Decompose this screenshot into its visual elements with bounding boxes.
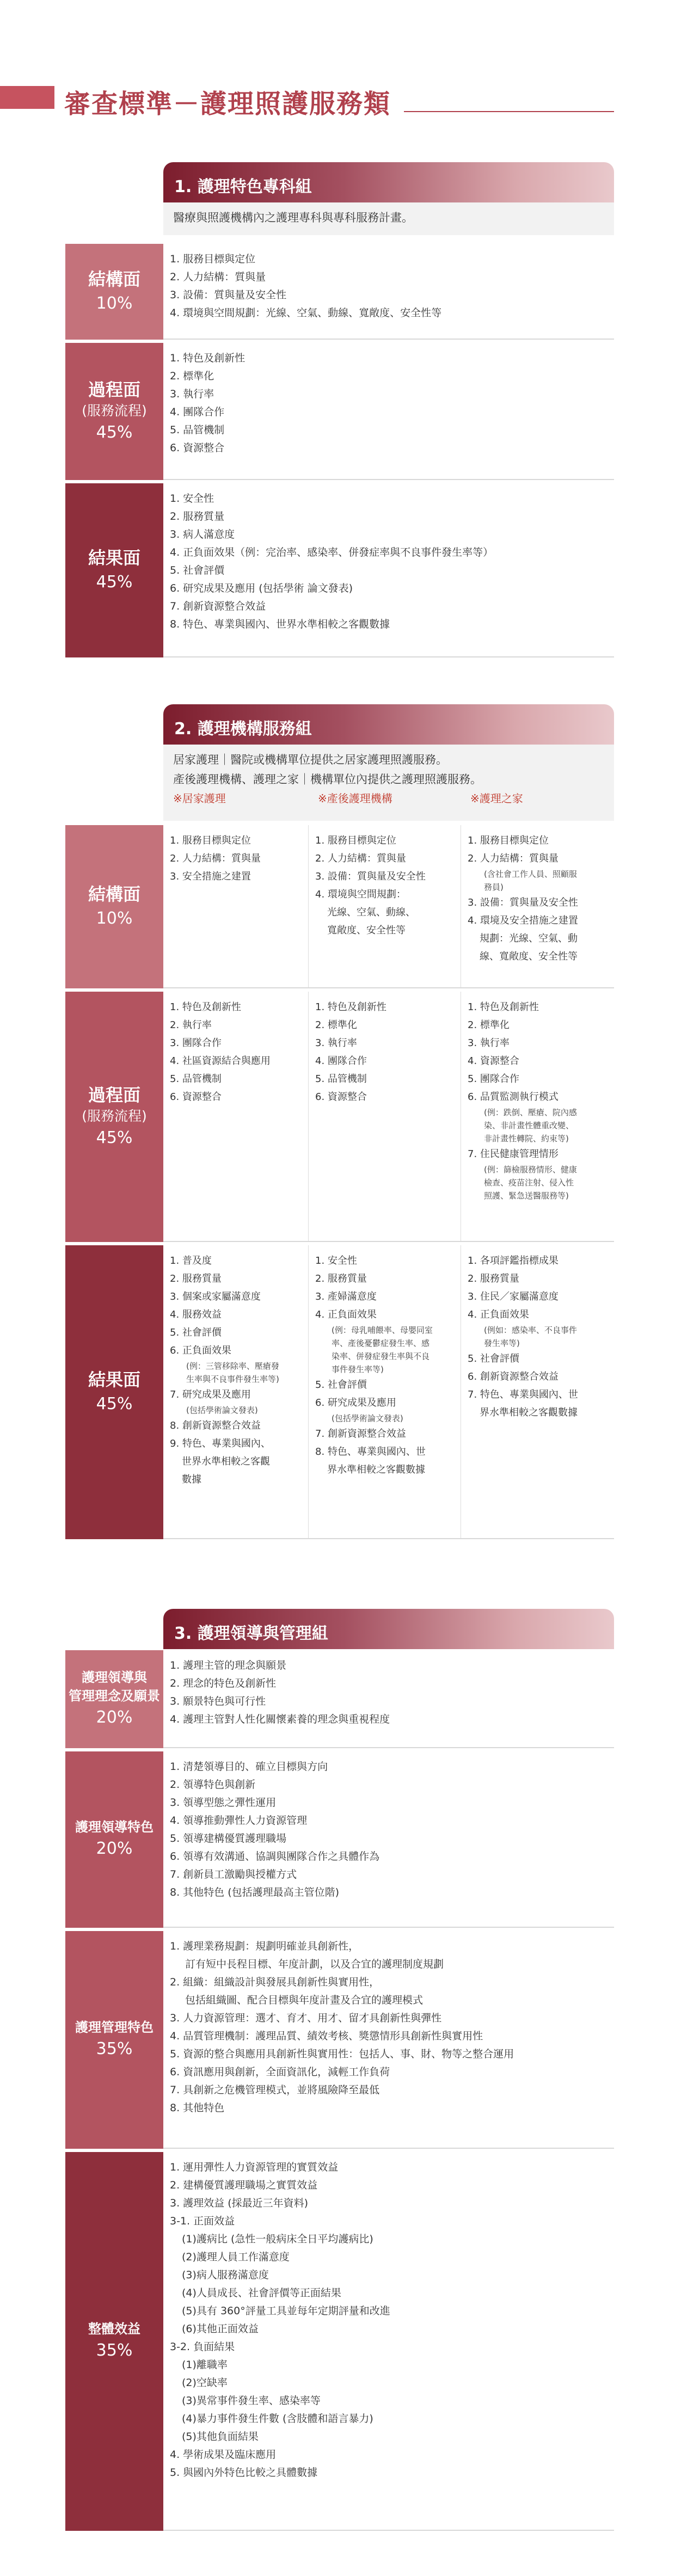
criteria-label bbox=[65, 483, 163, 657]
criteria-row-result bbox=[65, 1245, 614, 1539]
criteria-cell-nursing-home bbox=[461, 825, 614, 987]
criteria-item: 7. 創新資源整合效益 bbox=[170, 600, 266, 612]
criteria-item: 7. 創新資源整合效益 bbox=[315, 1428, 406, 1440]
criteria-item: (4)人員成長、社會評價等正面結果 bbox=[182, 2287, 341, 2299]
criteria-label bbox=[65, 2152, 163, 2531]
criteria-weight: 35% bbox=[96, 2341, 133, 2360]
criteria-cell-home-care bbox=[163, 825, 308, 987]
criteria-content bbox=[163, 992, 614, 1242]
title-accent-block bbox=[0, 86, 54, 109]
criteria-item: 3. 住民／家屬滿意度 bbox=[468, 1291, 559, 1302]
criteria-name: 結構面 bbox=[88, 884, 140, 905]
criteria-item: 6. 正負面效果 bbox=[170, 1345, 231, 1356]
criteria-note: 率、產後憂鬱症發生率、感 bbox=[332, 1338, 430, 1348]
criteria-item: 3. 執行率 bbox=[468, 1037, 510, 1049]
criteria-item: 3. 設備：質與量及安全性 bbox=[315, 871, 426, 882]
criteria-item: 1. 特色及創新性 bbox=[468, 1001, 539, 1013]
criteria-weight: 45% bbox=[96, 1128, 133, 1147]
criteria-item: 7. 具創新之危機管理模式，並將風險降至最低 bbox=[170, 2084, 380, 2096]
criteria-cell bbox=[163, 244, 614, 339]
criteria-cell bbox=[163, 1931, 614, 2148]
criteria-content bbox=[163, 343, 614, 480]
criteria-note: 務員) bbox=[484, 882, 504, 892]
criteria-row-management bbox=[65, 1931, 614, 2149]
section-title: 2. 護理機構服務組 bbox=[174, 720, 312, 739]
criteria-item: 界水準相較之客觀數據 bbox=[327, 1464, 425, 1475]
intro-line: 產後護理機構、護理之家｜機構單位內提供之護理照護服務。 bbox=[173, 773, 482, 786]
section-header bbox=[163, 1609, 614, 1649]
criteria-note: 染、非計畫性體重改變、 bbox=[484, 1121, 574, 1130]
criteria-item: 6. 資源整合 bbox=[315, 1091, 367, 1103]
criteria-note: (包括學術論文發表) bbox=[332, 1413, 403, 1423]
criteria-weight: 10% bbox=[96, 909, 133, 928]
criteria-item: 4. 正負面效果（例：完治率、感染率、併發症率與不良事件發生率等） bbox=[170, 546, 494, 558]
criteria-row-result bbox=[65, 483, 614, 657]
criteria-weight: 45% bbox=[96, 1394, 133, 1413]
criteria-name: 護理領導與 管理理念及願景 bbox=[69, 1670, 160, 1704]
page-title: 審查標準－護理照護服務類 bbox=[64, 89, 391, 119]
criteria-item: 包括組織圖、配合目標與年度計畫及合宜的護理模式 bbox=[185, 1994, 424, 2006]
section-institution bbox=[65, 704, 614, 1564]
criteria-item: (4)暴力事件發生件數 (含肢體和語言暴力) bbox=[182, 2413, 373, 2425]
criteria-item: 5. 團隊合作 bbox=[468, 1073, 519, 1085]
criteria-item: 4. 護理主管對人性化關懷素養的理念與重視程度 bbox=[170, 1713, 390, 1725]
criteria-content bbox=[163, 825, 614, 988]
section-leadership bbox=[65, 1609, 614, 2529]
criteria-cell-postpartum bbox=[308, 825, 461, 987]
criteria-label bbox=[65, 1751, 163, 1928]
criteria-item: 2. 標準化 bbox=[315, 1019, 357, 1031]
criteria-row-vision bbox=[65, 1650, 614, 1748]
criteria-row-process bbox=[65, 343, 614, 480]
criteria-weight: 45% bbox=[96, 573, 133, 592]
criteria-cell-home-care bbox=[163, 1245, 308, 1538]
section-intro bbox=[163, 202, 614, 235]
criteria-item: 8. 其他特色 bbox=[170, 2102, 225, 2114]
criteria-item: (6)其他正面效益 bbox=[182, 2323, 259, 2335]
criteria-label bbox=[65, 244, 163, 340]
criteria-item: 1. 特色及創新性 bbox=[170, 352, 246, 364]
criteria-note: 事件發生率等) bbox=[332, 1364, 384, 1374]
criteria-item: 5. 社會評價 bbox=[315, 1379, 367, 1391]
criteria-content bbox=[163, 1751, 614, 1928]
criteria-cell-nursing-home bbox=[461, 1245, 614, 1538]
criteria-weight: 20% bbox=[96, 1839, 133, 1858]
criteria-item: 3. 病人滿意度 bbox=[170, 528, 235, 540]
criteria-item: (5)其他負面結果 bbox=[182, 2431, 259, 2443]
criteria-item: 6. 資源整合 bbox=[170, 442, 225, 454]
criteria-label bbox=[65, 1931, 163, 2149]
criteria-content bbox=[163, 2152, 614, 2531]
criteria-weight: 45% bbox=[96, 423, 133, 442]
criteria-item: 4. 環境及安全措施之建置 bbox=[468, 915, 578, 926]
criteria-item: 6. 研究成果及應用 (包括學術 論文發表) bbox=[170, 582, 353, 594]
criteria-item: 6. 研究成果及應用 bbox=[315, 1397, 396, 1409]
criteria-item: 5. 品管機制 bbox=[170, 1073, 222, 1085]
criteria-item: 2. 建構優質護理職場之實質效益 bbox=[170, 2179, 318, 2191]
criteria-item: 6. 創新資源整合效益 bbox=[468, 1371, 559, 1382]
criteria-item: 1. 護理業務規劃：規劃明確並具創新性， bbox=[170, 1940, 359, 1952]
criteria-name: 護理管理特色 bbox=[75, 2020, 154, 2035]
criteria-item: 寬敞度、安全性等 bbox=[327, 925, 406, 936]
criteria-item: 4. 團隊合作 bbox=[170, 406, 225, 418]
column-headers bbox=[173, 790, 604, 807]
criteria-item: 規劃：光線、空氣、動 bbox=[480, 933, 578, 944]
criteria-cell-postpartum bbox=[308, 992, 461, 1241]
criteria-item: 4. 學術成果及臨床應用 bbox=[170, 2449, 277, 2461]
criteria-note: (例：跌倒、壓瘡、院內感 bbox=[484, 1108, 577, 1117]
criteria-item: 4. 社區資源結合與應用 bbox=[170, 1055, 271, 1067]
criteria-row-structure bbox=[65, 825, 614, 988]
criteria-name: 整體效益 bbox=[88, 2321, 140, 2337]
criteria-item: 2. 執行率 bbox=[170, 1019, 212, 1031]
criteria-name: 護理領導特色 bbox=[75, 1819, 154, 1835]
criteria-cell bbox=[163, 1751, 614, 1927]
criteria-item: 1. 安全性 bbox=[170, 493, 214, 505]
criteria-subtitle: (服務流程) bbox=[82, 403, 147, 419]
criteria-item: 6. 品質監測執行模式 bbox=[468, 1091, 559, 1103]
criteria-item: 2. 人力結構：質與量 bbox=[170, 853, 261, 864]
criteria-note: 生率與不良事件發生率等) bbox=[186, 1374, 279, 1384]
criteria-item: (3)異常事件發生率、感染率等 bbox=[182, 2395, 321, 2407]
criteria-cell-nursing-home bbox=[461, 992, 614, 1241]
criteria-item: 4. 服務效益 bbox=[170, 1309, 222, 1320]
criteria-item: 5. 資源的整合與應用具創新性與實用性：包括人、事、財、物等之整合運用 bbox=[170, 2048, 514, 2060]
criteria-item: 1. 特色及創新性 bbox=[170, 1001, 241, 1013]
criteria-note: (包括學術論文發表) bbox=[186, 1405, 258, 1415]
title-underline bbox=[404, 111, 614, 112]
criteria-item: 2. 人力結構：質與量 bbox=[315, 853, 406, 864]
criteria-cell-home-care bbox=[163, 992, 308, 1241]
criteria-item: 7. 特色、專業與國內、世 bbox=[468, 1389, 578, 1400]
criteria-cell bbox=[163, 2152, 614, 2530]
criteria-note: (含社會工作人員、照顧服 bbox=[484, 869, 577, 879]
criteria-item: (3)病人服務滿意度 bbox=[182, 2269, 269, 2281]
criteria-item: 5. 社會評價 bbox=[170, 564, 225, 576]
criteria-item: 2. 領導特色與創新 bbox=[170, 1779, 256, 1791]
criteria-weight: 35% bbox=[96, 2039, 133, 2058]
criteria-item: 2. 標準化 bbox=[170, 370, 214, 382]
criteria-item: 1. 服務目標與定位 bbox=[170, 253, 256, 265]
criteria-label bbox=[65, 343, 163, 480]
criteria-item: 2. 理念的特色及創新性 bbox=[170, 1677, 277, 1689]
criteria-item: 1. 服務目標與定位 bbox=[315, 835, 396, 846]
criteria-item: 數據 bbox=[182, 1474, 201, 1485]
criteria-item: 8. 特色、專業與國內、世 bbox=[315, 1446, 426, 1458]
criteria-note: (例：三管移除率、壓瘡發 bbox=[186, 1361, 279, 1371]
criteria-item: 2. 服務質量 bbox=[170, 511, 225, 522]
criteria-item: 9. 特色、專業與國內、 bbox=[170, 1438, 271, 1449]
criteria-label bbox=[65, 825, 163, 988]
criteria-item: 1. 護理主管的理念與願景 bbox=[170, 1659, 287, 1671]
criteria-item: 2. 服務質量 bbox=[468, 1273, 519, 1284]
criteria-note: 照護、緊急送醫服務等) bbox=[484, 1191, 569, 1201]
criteria-item: 3. 人力資源管理：選才、育才、用才、留才具創新性與彈性 bbox=[170, 2012, 442, 2024]
criteria-item: (1)護病比 (急性一般病床全日平均護病比) bbox=[182, 2233, 373, 2245]
criteria-cell bbox=[163, 1650, 614, 1747]
criteria-content bbox=[163, 1245, 614, 1539]
criteria-item: 3. 執行率 bbox=[170, 388, 214, 400]
criteria-weight: 10% bbox=[96, 294, 133, 313]
criteria-item: 5. 與國內外特色比較之具體數據 bbox=[170, 2467, 318, 2479]
criteria-item: 6. 資訊應用與創新，全面資訊化，減輕工作負荷 bbox=[170, 2066, 390, 2078]
criteria-note: (例：母乳哺餵率、母嬰同室 bbox=[332, 1325, 433, 1335]
criteria-item: (2)空缺率 bbox=[182, 2377, 228, 2389]
criteria-content bbox=[163, 1650, 614, 1748]
criteria-item: 5. 領導建構優質護理職場 bbox=[170, 1833, 287, 1845]
criteria-item: 5. 社會評價 bbox=[468, 1353, 519, 1364]
section-header bbox=[163, 162, 614, 202]
criteria-item: 訂有短中長程目標、年度計劃，以及合宜的護理制度規劃 bbox=[185, 1958, 444, 1970]
criteria-item: 4. 團隊合作 bbox=[315, 1055, 367, 1067]
criteria-item: 2. 服務質量 bbox=[315, 1273, 367, 1284]
criteria-item: 5. 品管機制 bbox=[170, 424, 225, 436]
criteria-weight: 20% bbox=[96, 1708, 133, 1727]
criteria-item: 3. 產婦滿意度 bbox=[315, 1291, 377, 1302]
criteria-item: 1. 特色及創新性 bbox=[315, 1001, 386, 1013]
criteria-cell-postpartum bbox=[308, 1245, 461, 1538]
criteria-item: 4. 環境與空間規劃： bbox=[315, 889, 406, 900]
criteria-item: 4. 領導推動彈性人力資源管理 bbox=[170, 1815, 308, 1827]
criteria-name: 過程面 bbox=[88, 379, 140, 400]
criteria-label bbox=[65, 992, 163, 1242]
criteria-item: 2. 人力結構：質與量 bbox=[170, 271, 266, 283]
criteria-item: 3. 領導型態之彈性運用 bbox=[170, 1797, 277, 1809]
criteria-note: (例如：感染率、不良事件 bbox=[484, 1325, 577, 1335]
criteria-item: 5. 品管機制 bbox=[315, 1073, 367, 1085]
section-header bbox=[163, 704, 614, 745]
criteria-item: 3. 個案或家屬滿意度 bbox=[170, 1291, 261, 1302]
criteria-item: 2. 組織：組織設計與發展具創新性與實用性， bbox=[170, 1976, 380, 1988]
criteria-item: 1. 清楚領導目的、確立目標與方向 bbox=[170, 1761, 328, 1773]
column-header-postpartum: ※產後護理機構 bbox=[318, 792, 392, 805]
criteria-item: 2. 服務質量 bbox=[170, 1273, 222, 1284]
criteria-item: 2. 標準化 bbox=[468, 1019, 510, 1031]
criteria-item: 1. 服務目標與定位 bbox=[170, 835, 251, 846]
column-header-home-care: ※居家護理 bbox=[173, 792, 226, 805]
criteria-item: 1. 運用彈性人力資源管理的實質效益 bbox=[170, 2161, 339, 2173]
criteria-item: 4. 資源整合 bbox=[468, 1055, 519, 1067]
criteria-name: 結果面 bbox=[88, 548, 140, 568]
section-specialty bbox=[65, 162, 614, 663]
criteria-item: 5. 社會評價 bbox=[170, 1327, 222, 1338]
page-header bbox=[0, 81, 675, 119]
criteria-item: 8. 創新資源整合效益 bbox=[170, 1420, 261, 1431]
criteria-item: 1. 安全性 bbox=[315, 1255, 357, 1267]
criteria-label bbox=[65, 1650, 163, 1748]
criteria-item: 6. 領導有效溝通、協調與團隊合作之具體作為 bbox=[170, 1850, 380, 1862]
criteria-content bbox=[163, 1931, 614, 2149]
criteria-cell bbox=[163, 483, 614, 656]
criteria-row-leadership bbox=[65, 1751, 614, 1928]
criteria-note: (例：篩檢服務情形、健康 bbox=[484, 1165, 577, 1175]
criteria-item: 7. 創新員工激勵與授權方式 bbox=[170, 1868, 297, 1880]
criteria-item: 8. 其他特色 (包括護理最高主管位階) bbox=[170, 1886, 340, 1898]
criteria-name: 結構面 bbox=[88, 269, 140, 290]
criteria-row-overall-benefit bbox=[65, 2152, 614, 2531]
criteria-item: 1. 普及度 bbox=[170, 1255, 212, 1267]
criteria-content bbox=[163, 244, 614, 340]
criteria-item: (2)護理人員工作滿意度 bbox=[182, 2251, 290, 2263]
criteria-item: 3. 安全措施之建置 bbox=[170, 871, 251, 882]
criteria-item: (5)具有 360°評量工具並每年定期評量和改進 bbox=[182, 2305, 390, 2317]
criteria-cell bbox=[163, 343, 614, 479]
criteria-name: 結果面 bbox=[88, 1369, 140, 1390]
criteria-item: 光線、空氣、動線、 bbox=[327, 907, 415, 918]
section-title: 1. 護理特色專科組 bbox=[174, 177, 312, 196]
criteria-item: 6. 資源整合 bbox=[170, 1091, 222, 1103]
criteria-item: 2. 人力結構：質與量 bbox=[468, 853, 559, 864]
criteria-item: 線、寬敞度、安全性等 bbox=[480, 951, 578, 962]
criteria-item: 3-2. 負面結果 bbox=[170, 2341, 235, 2353]
criteria-item: 3. 設備：質與量及安全性 bbox=[468, 897, 578, 908]
criteria-item: 4. 品質管理機制：護理品質、績效考核、獎懲情形具創新性與實用性 bbox=[170, 2030, 483, 2042]
section-intro bbox=[163, 745, 614, 821]
criteria-item: 4. 正負面效果 bbox=[315, 1309, 377, 1320]
criteria-item: 7. 研究成果及應用 bbox=[170, 1389, 251, 1400]
criteria-note: 檢查、疫苗注射、侵入性 bbox=[484, 1178, 574, 1188]
criteria-item: 3. 願景特色與可行性 bbox=[170, 1695, 266, 1707]
intro-line: 醫療與照護機構內之護理專科與專科服務計畫。 bbox=[173, 211, 413, 224]
criteria-item: 8. 特色、專業與國內、世界水準相較之客觀數據 bbox=[170, 618, 390, 630]
criteria-subtitle: (服務流程) bbox=[82, 1108, 147, 1124]
criteria-note: 發生率等) bbox=[484, 1338, 520, 1348]
criteria-item: 世界水準相較之客觀 bbox=[182, 1456, 270, 1467]
criteria-note: 染率、併發症發生率與不良 bbox=[332, 1351, 430, 1361]
intro-line: 居家護理｜醫院或機構單位提供之居家護理照護服務。 bbox=[173, 753, 447, 766]
criteria-item: (1)離職率 bbox=[182, 2359, 228, 2371]
criteria-name: 過程面 bbox=[88, 1085, 140, 1105]
criteria-item: 3. 執行率 bbox=[315, 1037, 357, 1049]
criteria-item: 4. 正負面效果 bbox=[468, 1309, 529, 1320]
criteria-content bbox=[163, 483, 614, 657]
criteria-item: 1. 各項評鑑指標成果 bbox=[468, 1255, 559, 1267]
criteria-item: 3. 團隊合作 bbox=[170, 1037, 222, 1049]
criteria-item: 3-1. 正面效益 bbox=[170, 2215, 235, 2227]
section-title: 3. 護理領導與管理組 bbox=[174, 1624, 328, 1643]
criteria-row-process bbox=[65, 992, 614, 1242]
criteria-row-structure bbox=[65, 244, 614, 340]
criteria-label bbox=[65, 1245, 163, 1539]
criteria-item: 3. 設備：質與量及安全性 bbox=[170, 289, 287, 301]
criteria-item: 3. 護理效益 (採最近三年資料) bbox=[170, 2197, 309, 2209]
criteria-item: 7. 住民健康管理情形 bbox=[468, 1148, 559, 1160]
column-header-nursing-home: ※護理之家 bbox=[470, 792, 523, 805]
criteria-note: 非計畫性轉院、約束等) bbox=[484, 1134, 569, 1143]
criteria-item: 1. 服務目標與定位 bbox=[468, 835, 549, 846]
criteria-item: 界水準相較之客觀數據 bbox=[480, 1407, 578, 1418]
criteria-item: 4. 環境與空間規劃：光線、空氣、動線、寬敞度、安全性等 bbox=[170, 307, 442, 319]
